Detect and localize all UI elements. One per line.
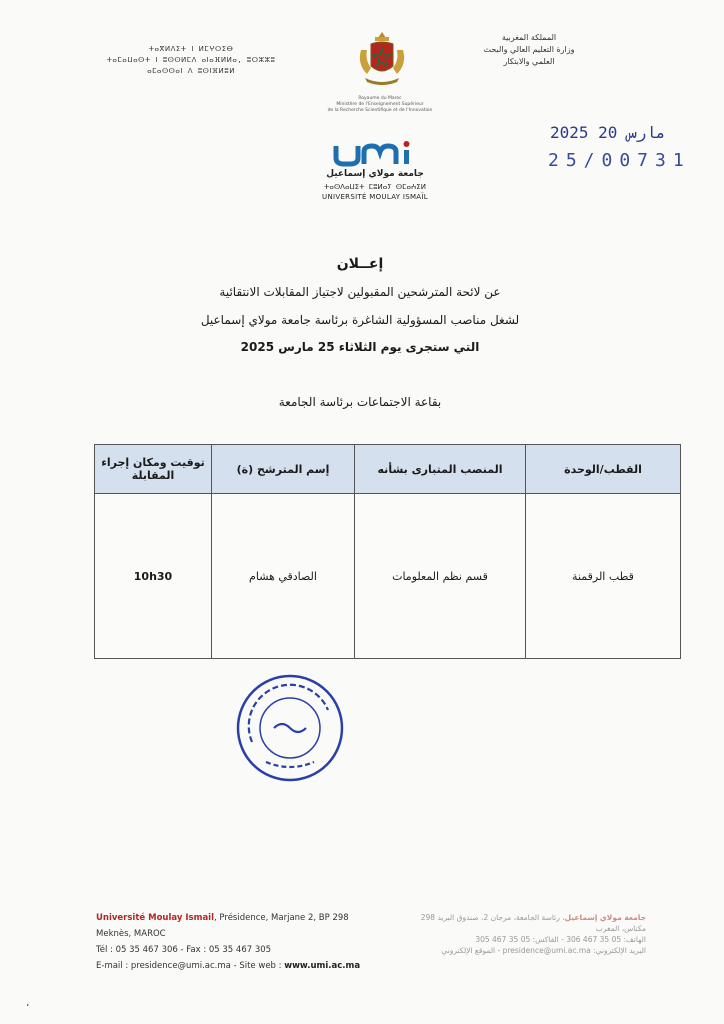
announcement-venue: بقاعة الاجتماعات برئاسة الجامعة xyxy=(278,395,442,409)
footer-address-line xyxy=(96,910,396,926)
crest-caption-line: Ministère de l'Enseignement Supérieur xyxy=(336,102,424,107)
footer-website-link[interactable]: www.umi.ac.ma xyxy=(284,961,361,971)
announcement-line: لشغل مناصب المسؤولية الشاغرة برئاسة جامعة مولاي إسماعيل xyxy=(200,313,520,327)
header-left-line: ⵜⴰⵎⴰⵡⴰⵙⵜ ⵏ ⵓⵙⵙⵍⵎⴷ ⴰⵏⴰⴼⵍⵍⴰ, ⵓⵔⵣⵣⵓ xyxy=(106,56,276,64)
logo-tifinagh-name: ⵜⴰⵙⴷⴰⵡⵉⵜ ⵎⵓⵍⴰⵢ ⵙⵎⴰⵄⵉⵍ xyxy=(324,183,426,191)
header-right-line: وزارة التعليم العالي والبحث xyxy=(483,45,575,54)
candidates-table xyxy=(94,444,681,659)
header-right-line: المملكة المغربية xyxy=(501,33,557,42)
table-header-row xyxy=(95,445,681,494)
presidency-seal-icon xyxy=(234,672,346,784)
footer-email-link[interactable]: presidence@umi.ac.ma xyxy=(130,961,231,971)
footer-contact-line xyxy=(96,958,396,974)
page-mark: ، xyxy=(26,998,30,1009)
footer-address: , Présidence, Marjane 2, BP 298 xyxy=(214,913,349,923)
footer-arabic xyxy=(396,912,646,956)
header-tifinagh xyxy=(96,44,286,77)
cell-candidate: الصادقي هشام xyxy=(212,494,355,659)
column-header-unit: القطب/الوحدة xyxy=(526,445,681,494)
column-header-candidate: إسم المترشح (ة) xyxy=(212,445,355,494)
footer-ar-brand: جامعة مولاي إسماعيل xyxy=(564,913,646,922)
footer-brand: Université Moulay Ismail xyxy=(96,913,215,923)
cell-unit: قطب الرقمنة xyxy=(526,494,681,659)
stamp-number: 25/00731 xyxy=(548,150,691,171)
cell-position: قسم نظم المعلومات xyxy=(355,494,526,659)
footer-ar-address: ، رئاسة الجامعة، مرجان 2، صندوق البريد 298 xyxy=(420,913,565,922)
footer-ar-city: مكناس، المغرب xyxy=(595,924,646,933)
crest-caption-line: de la Recherche Scientifique et de l'Innovation xyxy=(327,108,433,113)
footer-email-label: E-mail : xyxy=(96,961,131,971)
table-row xyxy=(95,494,681,659)
logo-arabic-name: جامعة مولاي إسماعيل xyxy=(326,169,424,179)
crest-caption-line: Royaume du Maroc xyxy=(358,96,402,101)
header-left-line: ⵜⴰⴳⵍⴷⵉⵜ ⵏ ⵍⵎⵖⵔⵉⴱ xyxy=(148,45,234,53)
header-right-line: العلمي والابتكار xyxy=(503,57,555,66)
footer-french xyxy=(96,910,396,974)
footer-ar-phone: الهاتف: 05 35 467 306 - الفاكس: 05 35 467 305 xyxy=(475,935,646,944)
header-arabic xyxy=(454,32,604,68)
footer-city: Meknès, MAROC xyxy=(96,929,166,939)
umi-logo-icon xyxy=(328,140,428,170)
footer-phone: Tél : 05 35 467 306 - Fax : 05 35 467 305 xyxy=(96,945,272,955)
column-header-position: المنصب المتبارى بشأنه xyxy=(355,445,526,494)
header-left-line: ⴰⵎⴰⵙⵙⴰⵏ ⴷ ⵓⵙⵏⴼⵍⵓⵍ xyxy=(147,67,235,75)
cell-time: 10h30 xyxy=(95,494,212,659)
footer-web-label: - Site web : xyxy=(230,961,285,971)
logo-french-name: UNIVERSITÉ MOULAY ISMAÏL xyxy=(322,193,428,201)
stamp-date: 2025 مارس 20 xyxy=(550,123,666,142)
announcement-line: عن لائحة المترشحين المقبولين لاجتياز المقابلات الانتقائية xyxy=(219,285,501,299)
announcement-title: إعــلان xyxy=(336,256,384,272)
announcement-date-line: التي ستجرى يوم الثلاثاء 25 مارس 2025 xyxy=(240,340,480,354)
footer-ar-contact: البريد الإلكتروني: presidence@umi.ac.ma - الموقع الإلكتروني xyxy=(441,946,646,955)
footer-ar-address-line xyxy=(396,912,646,923)
column-header-time-place: توقيت ومكان إجراء المقابلة xyxy=(95,445,212,494)
moroccan-crest-icon xyxy=(355,30,409,88)
crest-caption xyxy=(300,96,460,114)
